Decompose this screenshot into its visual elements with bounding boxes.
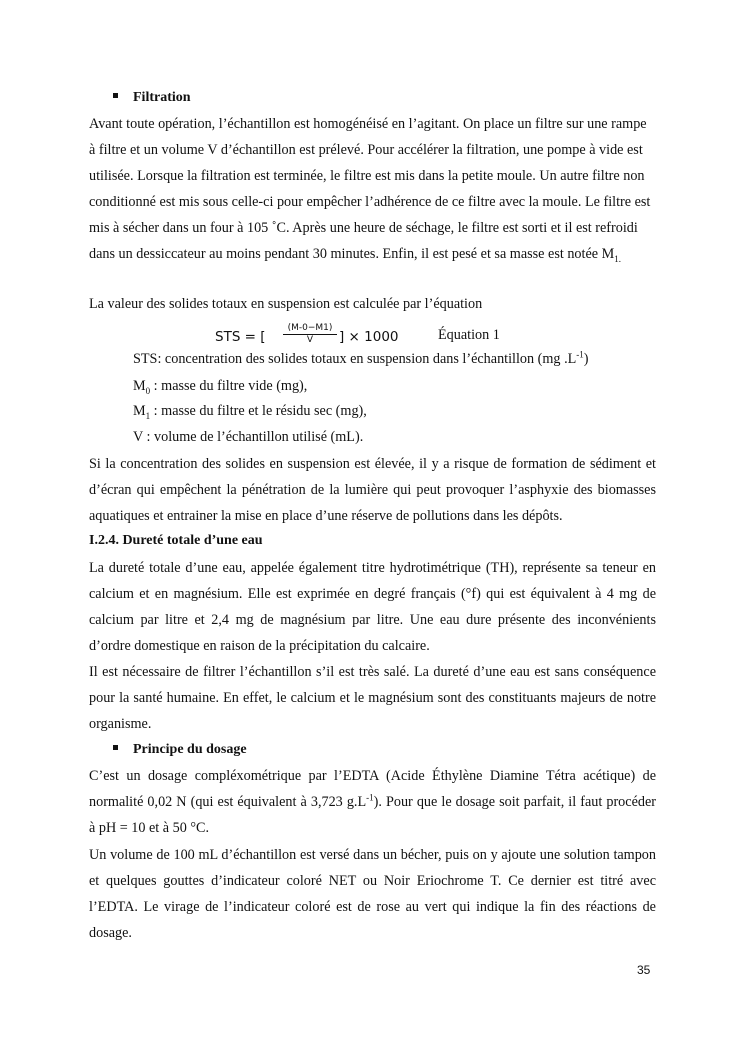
definition-symbol: M	[133, 378, 146, 394]
equation-fraction	[283, 323, 337, 346]
subscript: 0	[145, 385, 151, 396]
equation-tag: Équation 1	[438, 327, 500, 343]
page-number: 35	[637, 963, 651, 977]
square-bullet-icon	[113, 745, 118, 750]
square-bullet-icon	[113, 93, 118, 98]
durete-paragraph-1: La dureté totale d’une eau, appelée également titre hydrotimétrique (TH), représente sa teneur en calcium et en magnésium. Elle est exprimée en degré français (°f) qui est équivalent à 4 mg de calcium par litre et 2,4 mg de magnésium par litre. Une eau dure présente des inconvénients d’ordre domestique en raison de la précipitation du calcaire.	[89, 560, 656, 654]
definition-sts	[133, 349, 589, 369]
paragraph-text: C’est un dosage compléxométrique par l’EDTA (Acide Éthylène Diamine Tétra acétique) de normalité 0,02 N (qui est équivalent à 3,723 g.L	[89, 768, 656, 810]
suspended-solids-paragraph: Si la concentration des solides en suspension est élevée, il y a risque de formation de sédiment et d’écran qui empêchent la pénétration de la lumière qui peut provoquer l’asphyxie des biomasses aquatiques et entrainer la mise en place d’une réserve de pollutions dans les dépôts.	[89, 456, 656, 524]
definition-m1	[133, 401, 367, 421]
definition-text: STS: concentration des solides totaux en suspension dans l’échantillon (mg .L	[133, 351, 577, 367]
principe-paragraph-1	[89, 763, 656, 841]
definition-text: : masse du filtre et le résidu sec (mg),	[150, 403, 367, 419]
definition-v: V : volume de l’échantillon utilisé (mL).	[133, 429, 364, 445]
subscript: 1.	[614, 253, 621, 264]
principe-paragraph-2: Un volume de 100 mL d’échantillon est versé dans un bécher, puis on y ajoute une solution tampon et quelques gouttes d’indicateur coloré NET ou Noir Eriochrome T. Ce dernier est titré avec l’EDTA. Le virage de l’indicateur coloré est de rose au vert qui indique la fin des réactions de dosage.	[89, 847, 656, 941]
definition-m0	[133, 376, 307, 396]
paragraph-text: ). Pour que le dosage soit parfait, il faut procéder à pH = 10 et à 50 °C.	[89, 794, 656, 836]
subscript: 1	[145, 410, 151, 421]
equation-intro: La valeur des solides totaux en suspension est calculée par l’équation	[89, 296, 483, 312]
definition-text: : masse du filtre vide (mg),	[150, 378, 308, 394]
bullet-heading-filtration	[113, 88, 191, 108]
equation-denominator: V	[306, 335, 314, 345]
filtration-paragraph-text: Avant toute opération, l’échantillon est homogénéisé en l’agitant. On place un filtre sur une rampe à filtre et un volume V d’échantillon est prélevé. Pour accélérer la filtration, une pompe à vide est utilisée. Lorsque la filtration est terminée, le filtre est mis dans la petite moule. Un autre filtre non conditionné est mis sous celle-ci pour empêcher l’adhérence de ce filtre avec la moule. Le filtre est mis à sécher dans un four à 105 ˚C. Après une heure de séchage, le filtre est sorti et il est refroidi dans un dessiccateur au moins pendant 30 minutes. Enfin, il est pesé et sa masse est notée M	[89, 116, 651, 262]
bullet-heading-text: Filtration	[133, 90, 191, 105]
equation-lhs: STS = [	[215, 329, 266, 345]
bullet-heading-principe	[113, 740, 247, 760]
definition-symbol: M	[133, 403, 146, 419]
equation-numerator: (M-0−M1)	[283, 323, 337, 335]
section-heading-durete: I.2.4. Dureté totale d’une eau	[89, 533, 263, 548]
bullet-heading-text: Principe du dosage	[133, 742, 247, 757]
superscript: -1	[366, 792, 374, 803]
definition-text: )	[583, 351, 589, 367]
durete-paragraph-2: Il est nécessaire de filtrer l’échantillon s’il est très salé. La dureté d’une eau est sans conséquence pour la santé humaine. En effet, le calcium et le magnésium sont des constituants majeurs de notre organisme.	[89, 664, 656, 732]
equation-rhs: ] × 1000	[339, 329, 399, 345]
superscript: -1	[576, 349, 584, 360]
filtration-paragraph	[89, 111, 656, 267]
